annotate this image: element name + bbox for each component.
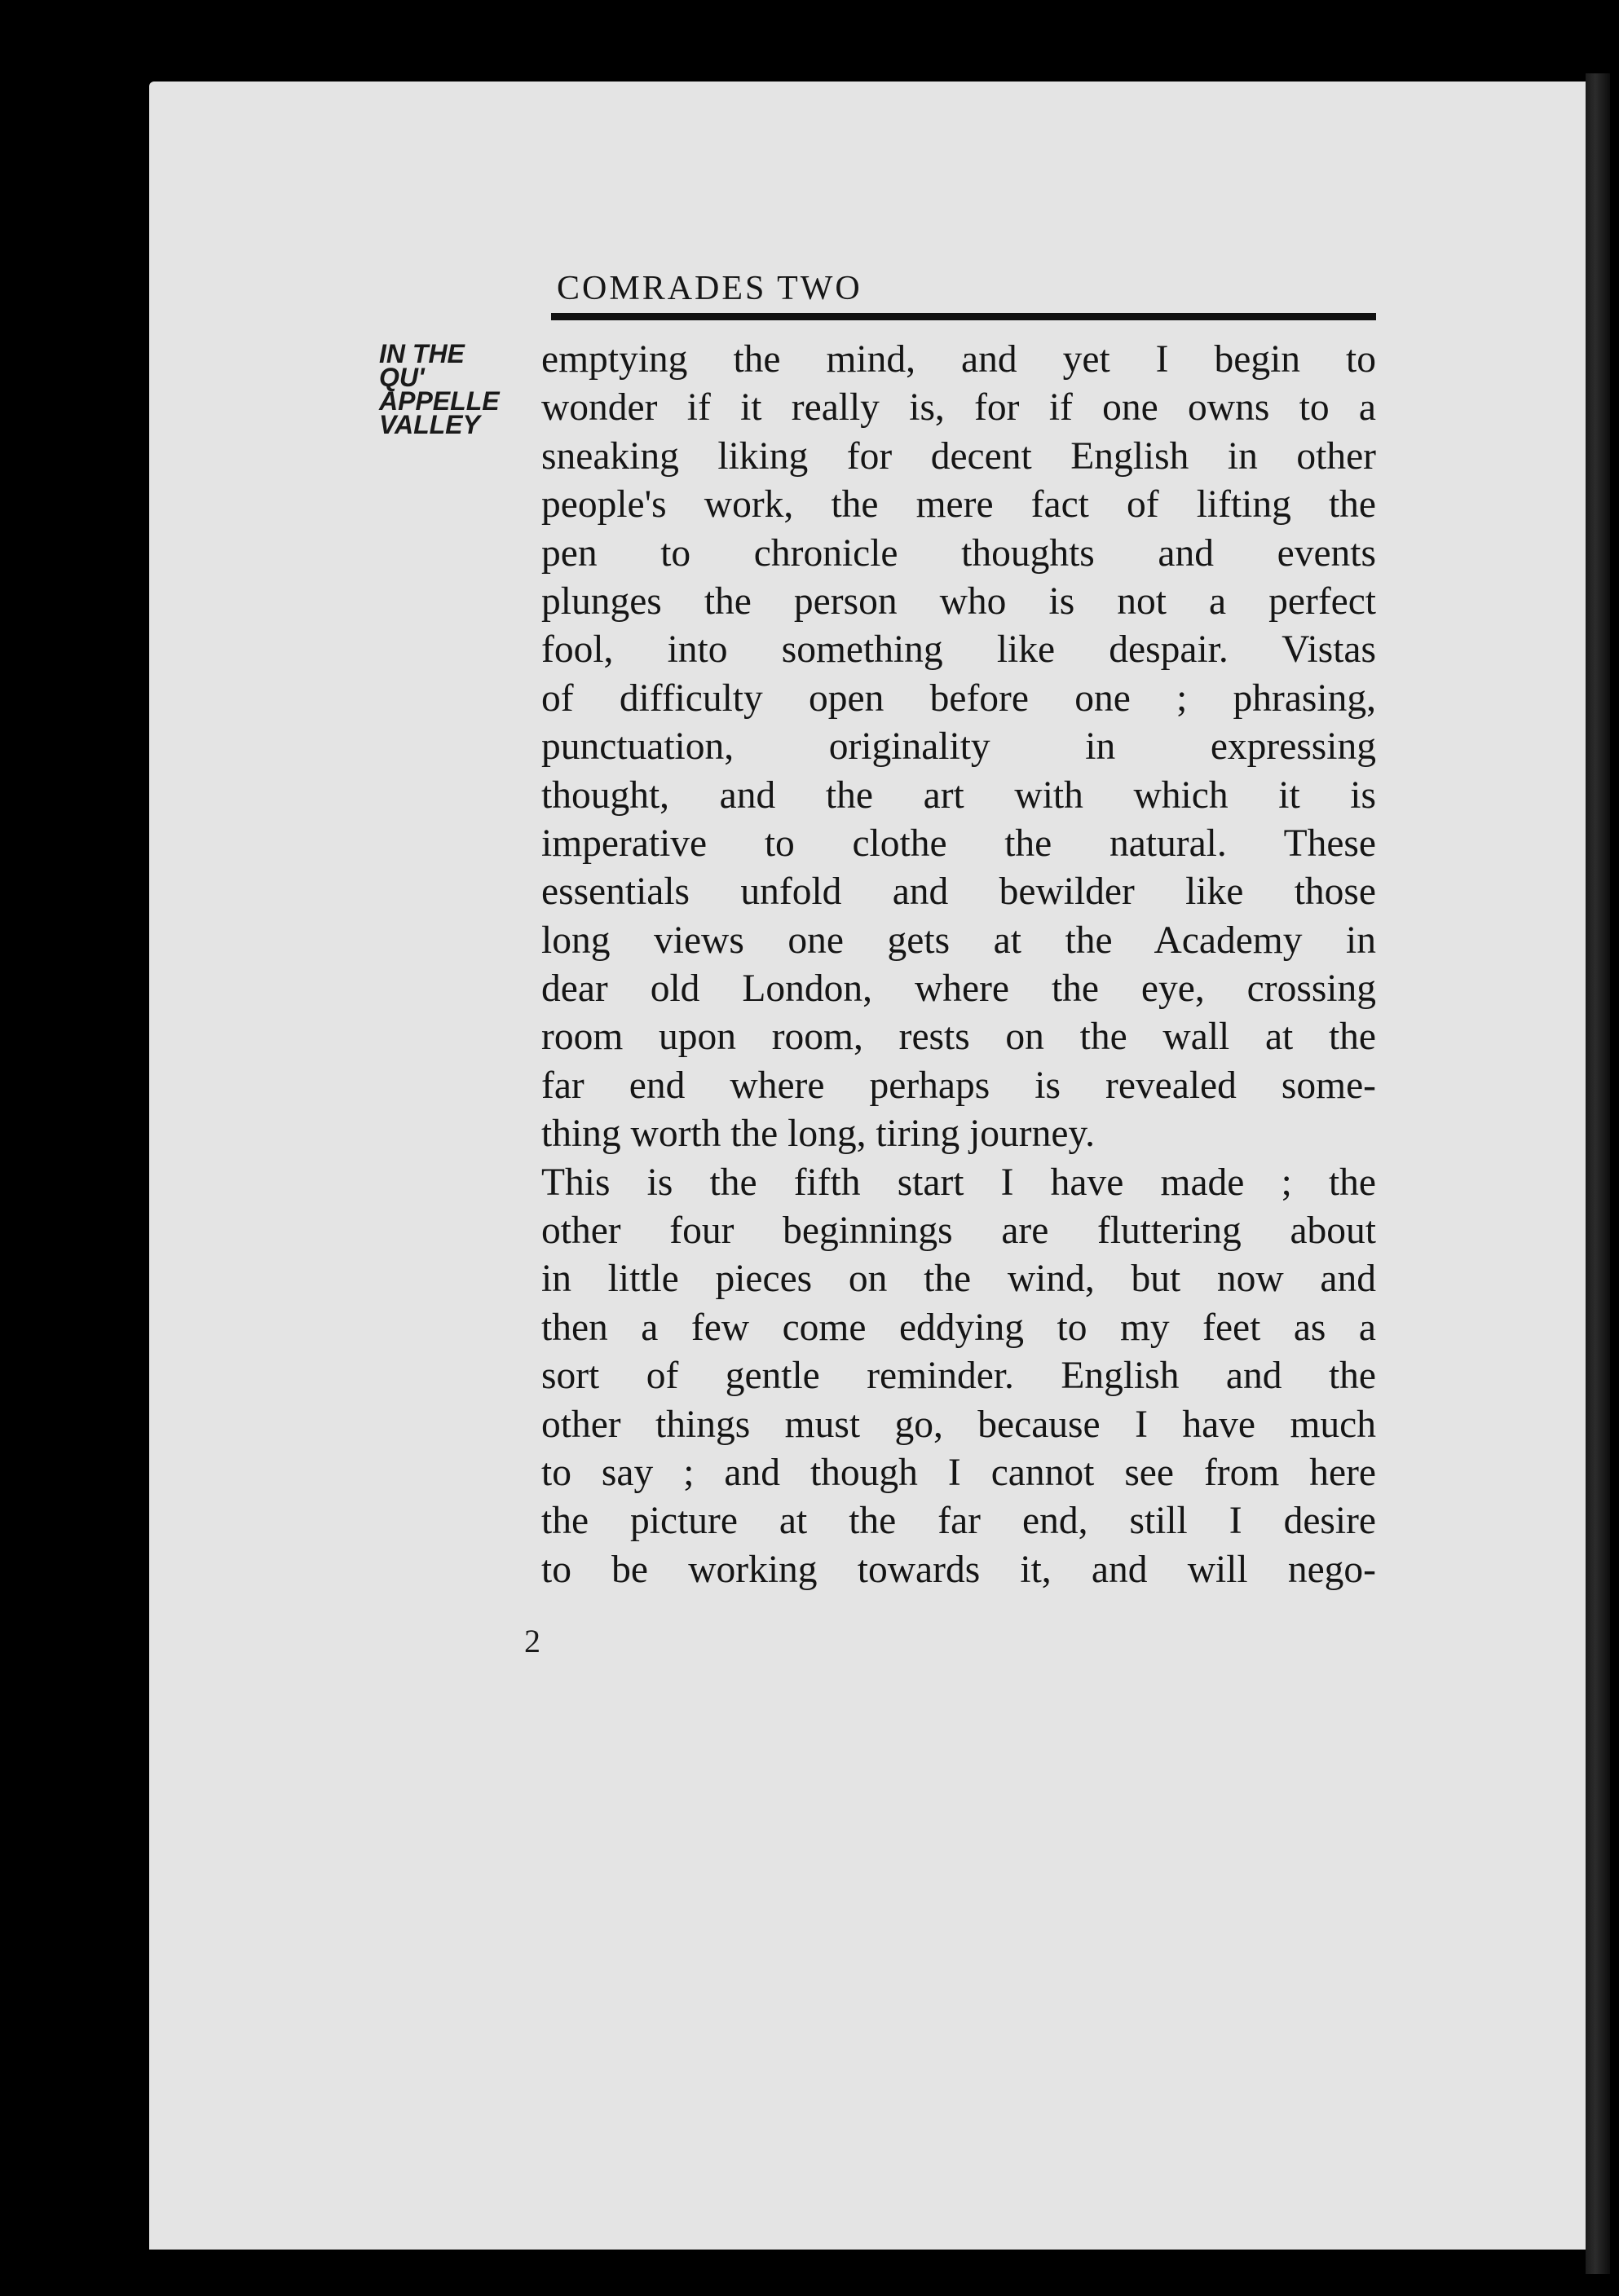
text-line: thought, and the art with which it is <box>541 773 1376 817</box>
text-line: fool, into something like despair. Vistas <box>541 628 1376 672</box>
margin-note-line: QU' <box>379 363 425 392</box>
text-line: to be working towards it, and will nego- <box>541 1548 1376 1591</box>
text-line: sneaking liking for decent English in other <box>541 434 1376 478</box>
margin-note <box>379 339 542 439</box>
text-line: long views one gets at the Academy in <box>541 919 1376 962</box>
text-line: in little pieces on the wind, but now and <box>541 1258 1376 1301</box>
text-line: wonder if it really is, for if one owns to a <box>541 386 1376 430</box>
text-line: other four beginnings are fluttering about <box>541 1210 1376 1253</box>
text-line: of difficulty open before one ; phrasing, <box>541 676 1376 720</box>
page-number: 2 <box>524 1623 540 1659</box>
adjacent-page-edge <box>1586 73 1610 2274</box>
running-head: COMRADES TWO <box>557 270 862 307</box>
text-line: other things must go, because I have much <box>541 1403 1376 1446</box>
text-line: punctuation, originality in expressing <box>541 725 1376 769</box>
text-line: to say ; and though I cannot see from here <box>541 1451 1376 1494</box>
text-line: pen to chronicle thoughts and events <box>541 531 1376 575</box>
text-line: essentials unfold and bewilder like those <box>541 870 1376 914</box>
text-line: imperative to clothe the natural. These <box>541 822 1376 865</box>
text-line: thing worth the long, tiring journey. <box>541 1113 1095 1156</box>
margin-note-line: VALLEY <box>379 410 480 439</box>
text-line: people's work, the mere fact of lifting the <box>541 483 1376 527</box>
text-line: sort of gentle reminder. English and the <box>541 1355 1376 1398</box>
text-line: then a few come eddying to my feet as a <box>541 1306 1376 1349</box>
text-line: plunges the person who is not a perfect <box>541 580 1376 623</box>
margin-note-line: IN THE <box>379 339 465 368</box>
header-rule <box>551 313 1376 320</box>
text-line: room upon room, rests on the wall at the <box>541 1016 1376 1059</box>
body-text <box>541 336 1376 1594</box>
text-line: the picture at the far end, still I desire <box>541 1500 1376 1543</box>
margin-note-line: APPELLE <box>379 386 500 416</box>
text-line: dear old London, where the eye, crossing <box>541 967 1376 1011</box>
text-line: emptying the mind, and yet I begin to <box>541 338 1376 381</box>
text-line: far end where perhaps is revealed some- <box>541 1064 1376 1107</box>
text-line: This is the fifth start I have made ; the <box>541 1161 1376 1204</box>
